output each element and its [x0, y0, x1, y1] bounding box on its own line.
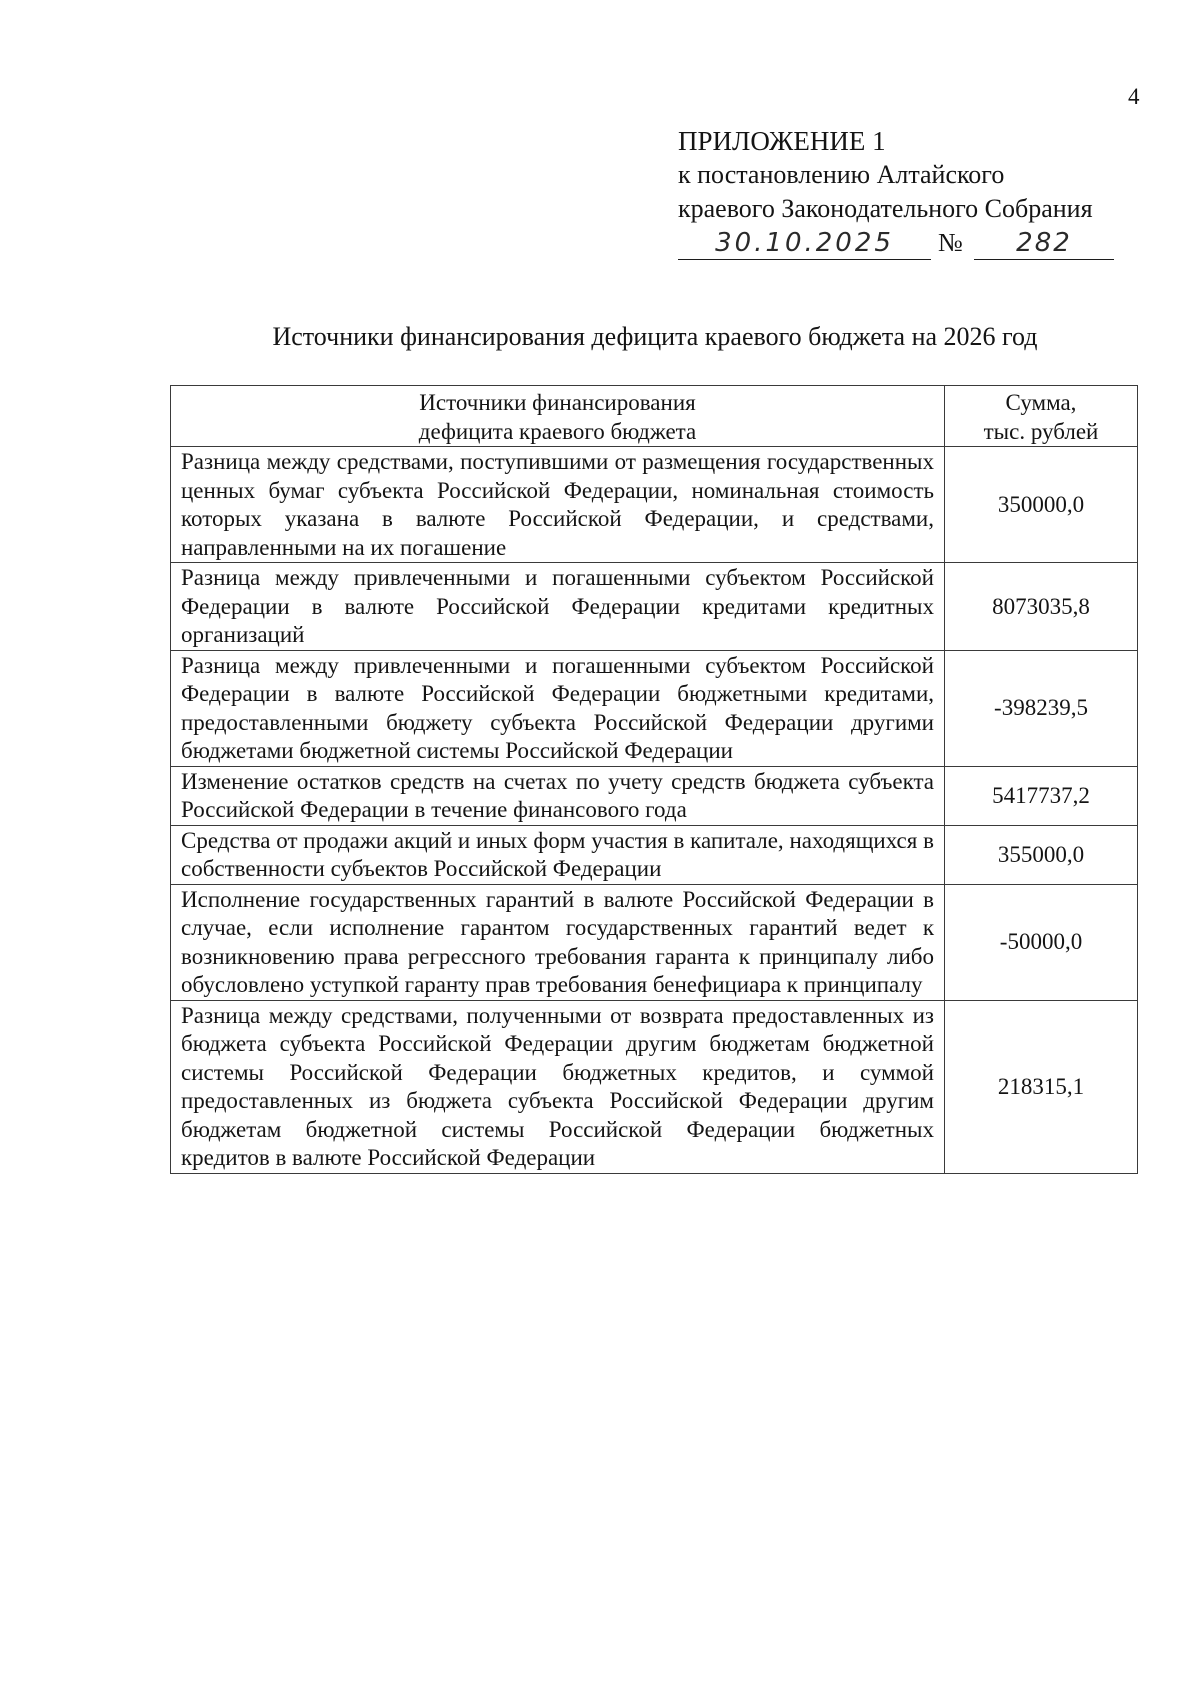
resolution-number: 282	[974, 226, 1114, 260]
resolution-date: 30.10.2025	[678, 226, 931, 260]
source-name: Разница между средствами, полученными от возврата предоставленных из бюджета субъекта Российской Федерации другим бюджетам бюджетной системы Российской Федерации бюджетных кредитов, и суммой предоставленных из бюджета субъекта Российской Федерации другим бюджетам бюджетной системы Российской Федерации бюджетных кредитов в валюте Российской Федерации	[171, 1000, 945, 1173]
appendix-block	[678, 124, 1158, 264]
table-row	[171, 766, 1138, 825]
document-title: Источники финансирования дефицита краевого бюджета на 2026 год	[272, 322, 1038, 351]
financing-sources-table	[170, 385, 1138, 1174]
appendix-title: ПРИЛОЖЕНИЕ 1	[678, 126, 886, 156]
appendix-line-2: краевого Законодательного Собрания	[678, 194, 1093, 223]
source-name: Разница между привлеченными и погашенными субъектом Российской Федерации в валюте Российской Федерации бюджетными кредитами, предоставленными бюджету субъекта Российской Федерации другими бюджетами бюджетной системы Российской Федерации	[171, 650, 945, 766]
source-name: Средства от продажи акций и иных форм участия в капитале, находящихся в собственности субъектов Российской Федерации	[171, 825, 945, 884]
table-row	[171, 563, 1138, 651]
table-row	[171, 447, 1138, 563]
source-sum: -50000,0	[945, 884, 1138, 1000]
source-sum: 355000,0	[945, 825, 1138, 884]
table-row	[171, 1000, 1138, 1173]
source-sum: 218315,1	[945, 1000, 1138, 1173]
page-number: 4	[1128, 84, 1140, 109]
table-row	[171, 825, 1138, 884]
source-name: Разница между привлеченными и погашенными субъектом Российской Федерации в валюте Российской Федерации кредитами кредитных организаций	[171, 563, 945, 651]
source-name: Изменение остатков средств на счетах по учету средств бюджета субъекта Российской Федерации в течение финансового года	[171, 766, 945, 825]
table-header-row	[171, 386, 1138, 447]
resolution-date-number	[678, 226, 1158, 264]
source-name: Разница между средствами, поступившими от размещения государственных ценных бумаг субъекта Российской Федерации, номинальная стоимость которых указана в валюте Российской Федерации, и средствами, направленными на их погашение	[171, 447, 945, 563]
appendix-line-1: к постановлению Алтайского	[678, 160, 1005, 189]
source-sum: 5417737,2	[945, 766, 1138, 825]
source-sum: -398239,5	[945, 650, 1138, 766]
header-sources: Источники финансирования дефицита краевого бюджета	[171, 386, 945, 447]
header-sum: Сумма, тыс. рублей	[945, 386, 1138, 447]
source-name: Исполнение государственных гарантий в валюте Российской Федерации в случае, если исполнение гарантом государственных гарантий ведет к возникновению права регрессного требования гаранта к принципалу либо обусловлено уступкой гаранту прав требования бенефициара к принципалу	[171, 884, 945, 1000]
source-sum: 8073035,8	[945, 563, 1138, 651]
table-row	[171, 650, 1138, 766]
table-row	[171, 884, 1138, 1000]
source-sum: 350000,0	[945, 447, 1138, 563]
number-sign: №	[938, 228, 963, 257]
